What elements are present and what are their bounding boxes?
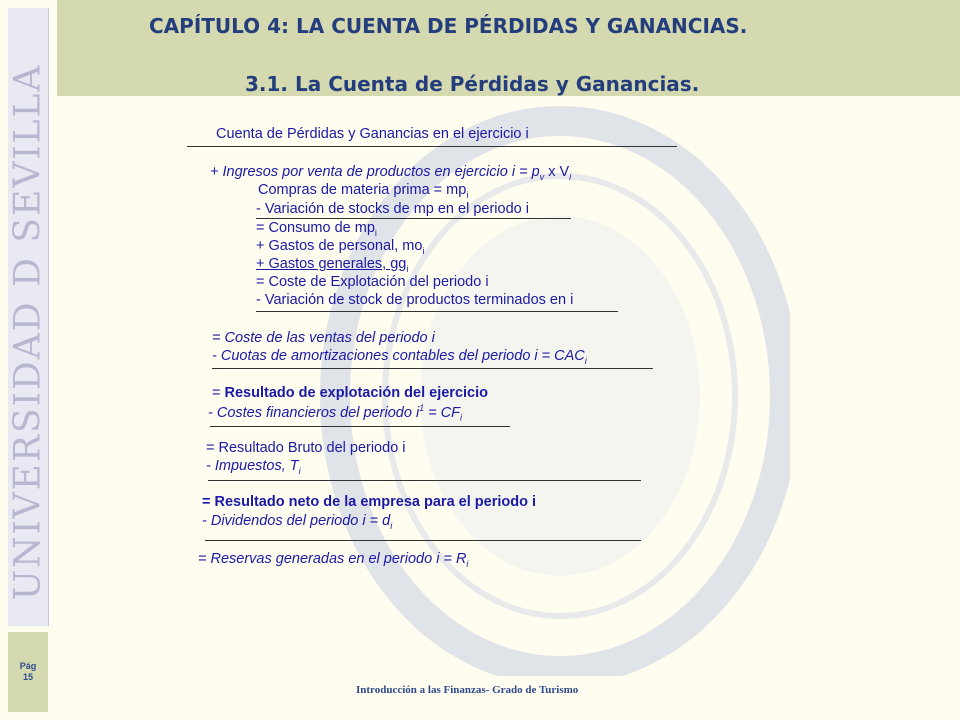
- line-variacion-pt: - Variación de stock de productos terminados en i: [256, 292, 574, 308]
- line-ingresos: + Ingresos por venta de productos en ejercicio $i = p_v$ x $V_i$: [210, 164, 572, 182]
- line-resultado-neto: = Resultado neto de la empresa para el periodo i: [202, 494, 537, 510]
- line-compras: Compras de materia prima = $mp_i$: [258, 182, 469, 200]
- line-cuotas-amortizacion: - Cuotas de amortizaciones contables del periodo $i = CAC_i$: [212, 348, 587, 366]
- line-reservas: = Reservas generadas en el periodo $i = R_i$: [198, 551, 469, 569]
- line-gastos-personal: + Gastos de personal, $mo_i$: [256, 238, 425, 256]
- line-dividendos: - Dividendos del periodo $i = d_i$: [202, 513, 393, 531]
- divider: [210, 426, 510, 427]
- line-impuestos: - Impuestos, $T_i$: [206, 458, 301, 476]
- line-coste-ventas: = Coste de las ventas del periodo i: [212, 330, 435, 346]
- statement-title: Cuenta de Pérdidas y Ganancias en el ejercicio i: [216, 126, 529, 142]
- divider: [187, 146, 677, 147]
- divider: [256, 311, 618, 312]
- divider: [256, 218, 571, 219]
- line-resultado-bruto: = Resultado Bruto del periodo i: [206, 440, 406, 456]
- page-label: Pág: [19, 661, 37, 671]
- line-resultado-explotacion: = Resultado de explotación del ejercicio: [212, 385, 488, 401]
- line-costes-financieros: - Costes financieros del periodo $i^1 = CF_i$: [208, 403, 463, 423]
- divider: [212, 368, 653, 369]
- university-vertical-text: UNIVERSIDAD D SEVILLA: [7, 63, 49, 601]
- line-consumo: = Consumo de $mp_i$: [256, 220, 377, 238]
- divider: [205, 540, 641, 541]
- page-number: 15: [22, 672, 33, 682]
- line-gastos-generales: + Gastos generales, $gg_i$: [256, 256, 409, 274]
- section-title: 3.1. La Cuenta de Pérdidas y Ganancias.: [245, 72, 700, 96]
- line-coste-explotacion: = Coste de Explotación del periodo i: [256, 274, 489, 290]
- footer-course-title: Introducción a las Finanzas- Grado de Turismo: [356, 684, 579, 696]
- line-variacion-mp: - Variación de stocks de mp en el periodo i: [256, 201, 529, 217]
- divider: [208, 480, 641, 481]
- chapter-title: CAPÍTULO 4: LA CUENTA DE PÉRDIDAS Y GANANCIAS.: [149, 14, 748, 38]
